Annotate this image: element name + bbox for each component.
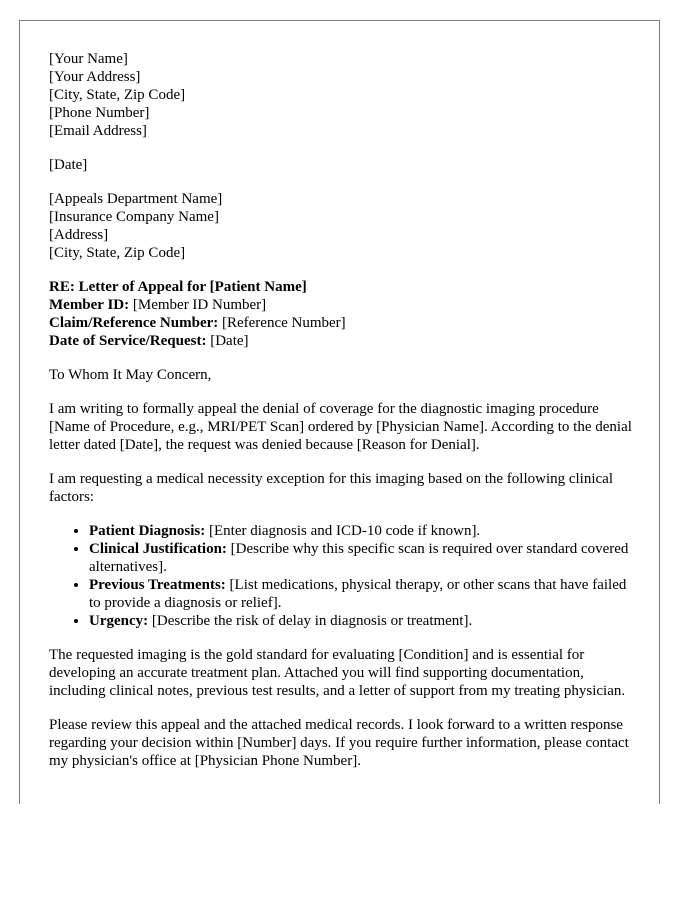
re-line xyxy=(49,278,639,296)
standard-paragraph: The requested imaging is the gold standard for evaluating [Condition] and is essential for developing an accurate treatment plan. Attached you will find supporting documentation, including clinical notes, previous test results, and a letter of support from my treating physician. xyxy=(49,647,626,699)
intro-paragraph: I am writing to formally appeal the denial of coverage for the diagnostic imaging procedure [Name of Procedure, e.g., MRI/PET Scan] ordered by [Physician Name]. According to the denial letter dated [Date], the request was denied because [Reason for Denial]. xyxy=(49,401,632,453)
recipient-block xyxy=(49,190,639,262)
sender-name: [Your Name] xyxy=(49,51,128,67)
member-id-label: Member ID: xyxy=(49,297,130,313)
closing-paragraph: Please review this appeal and the attached medical records. I look forward to a written response regarding your decision within [Number] days. If you require further information, please contact my physician's office at [Physician Phone Number]. xyxy=(49,717,629,769)
member-id-value: [Member ID Number] xyxy=(129,297,267,313)
service-date-value: [Date] xyxy=(206,333,249,349)
letter-date: [Date] xyxy=(49,157,88,173)
list-item xyxy=(89,576,639,612)
claim-number-label: Claim/Reference Number: xyxy=(49,315,219,331)
recipient-company: [Insurance Company Name] xyxy=(49,209,219,225)
service-date-line xyxy=(49,332,639,350)
re-line-text: RE: Letter of Appeal for [Patient Name] xyxy=(49,279,307,295)
salutation: To Whom It May Concern, xyxy=(49,367,212,383)
member-id-line xyxy=(49,296,639,314)
list-item xyxy=(89,522,639,540)
reference-block xyxy=(49,278,639,350)
factor-text: [Describe the risk of delay in diagnosis or treatment]. xyxy=(148,613,473,629)
recipient-department: [Appeals Department Name] xyxy=(49,191,223,207)
factor-text: [List medications, physical therapy, or other scans that have failed to provide a diagnosis or relief]. xyxy=(89,577,627,611)
sender-city-state-zip: [City, State, Zip Code] xyxy=(49,87,186,103)
factor-label: Urgency: xyxy=(89,613,149,629)
clinical-factors-list xyxy=(49,522,639,630)
recipient-city-state-zip: [City, State, Zip Code] xyxy=(49,245,186,261)
service-date-label: Date of Service/Request: xyxy=(49,333,207,349)
factor-label: Previous Treatments: xyxy=(89,577,226,593)
sender-phone: [Phone Number] xyxy=(49,105,150,121)
list-item xyxy=(89,612,639,630)
factor-label: Patient Diagnosis: xyxy=(89,523,206,539)
claim-number-line xyxy=(49,314,639,332)
letter-page xyxy=(19,20,660,804)
factor-label: Clinical Justification: xyxy=(89,541,227,557)
recipient-address: [Address] xyxy=(49,227,109,243)
letter-content xyxy=(49,50,639,786)
sender-address: [Your Address] xyxy=(49,69,141,85)
sender-email: [Email Address] xyxy=(49,123,147,139)
claim-number-value: [Reference Number] xyxy=(218,315,346,331)
request-paragraph: I am requesting a medical necessity exception for this imaging based on the following clinical factors: xyxy=(49,471,614,505)
list-item xyxy=(89,540,639,576)
factor-text: [Enter diagnosis and ICD-10 code if known]. xyxy=(205,523,481,539)
factor-text: [Describe why this specific scan is required over standard covered alternatives]. xyxy=(89,541,629,575)
sender-block xyxy=(49,50,639,140)
date-block xyxy=(49,156,639,174)
